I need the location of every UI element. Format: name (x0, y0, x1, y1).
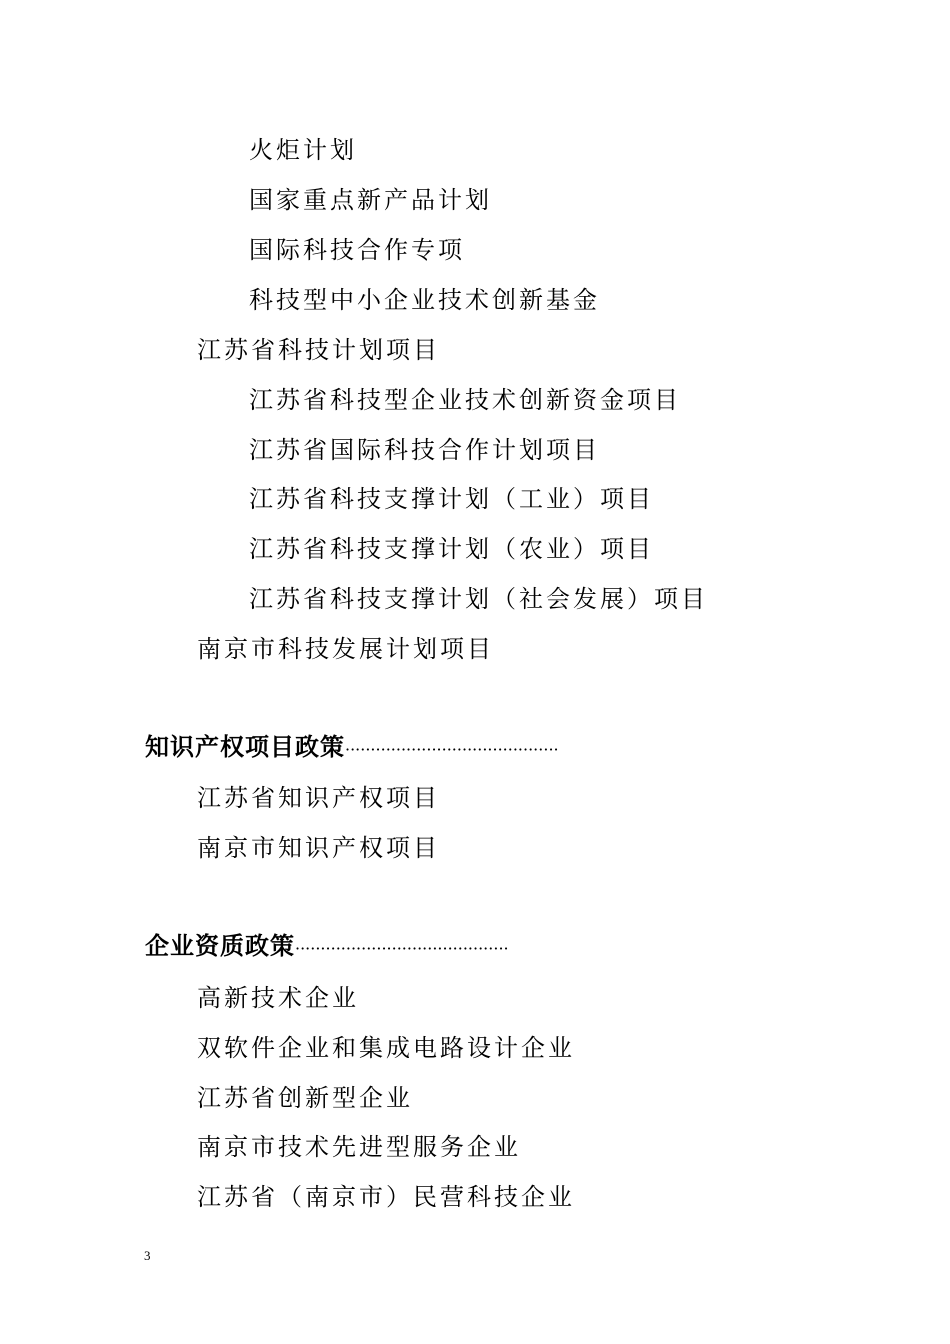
dot-leader: ·········································· (295, 939, 509, 958)
toc-entry: 南京市技术先进型服务企业 (197, 1133, 521, 1161)
section-heading-qualification-policy (145, 931, 509, 964)
toc-entry: 高新技术企业 (197, 984, 359, 1012)
toc-subheading: 江苏省科技计划项目 (197, 336, 440, 364)
toc-entry: 国家重点新产品计划 (249, 186, 492, 214)
section-title: 企业资质政策 (145, 931, 295, 960)
toc-subheading: 南京市科技发展计划项目 (197, 635, 494, 663)
toc-entry: 江苏省（南京市）民营科技企业 (197, 1183, 575, 1211)
toc-entry: 江苏省知识产权项目 (197, 784, 440, 812)
toc-entry: 江苏省创新型企业 (197, 1084, 413, 1112)
section-heading-ip-policy (145, 732, 559, 765)
toc-entry: 火炬计划 (249, 136, 357, 164)
toc-entry: 江苏省科技支撑计划（社会发展）项目 (249, 585, 708, 613)
page-number: 3 (144, 1248, 151, 1263)
toc-entry: 江苏省科技型企业技术创新资金项目 (249, 386, 681, 414)
dot-leader: ·········································· (345, 740, 559, 759)
toc-entry: 江苏省科技支撑计划（工业）项目 (249, 485, 654, 513)
toc-entry: 江苏省科技支撑计划（农业）项目 (249, 535, 654, 563)
toc-entry: 南京市知识产权项目 (197, 834, 440, 862)
toc-entry: 双软件企业和集成电路设计企业 (197, 1034, 575, 1062)
section-title: 知识产权项目政策 (145, 732, 345, 761)
toc-entry: 科技型中小企业技术创新基金 (249, 286, 600, 314)
toc-entry: 国际科技合作专项 (249, 236, 465, 264)
toc-entry: 江苏省国际科技合作计划项目 (249, 436, 600, 464)
